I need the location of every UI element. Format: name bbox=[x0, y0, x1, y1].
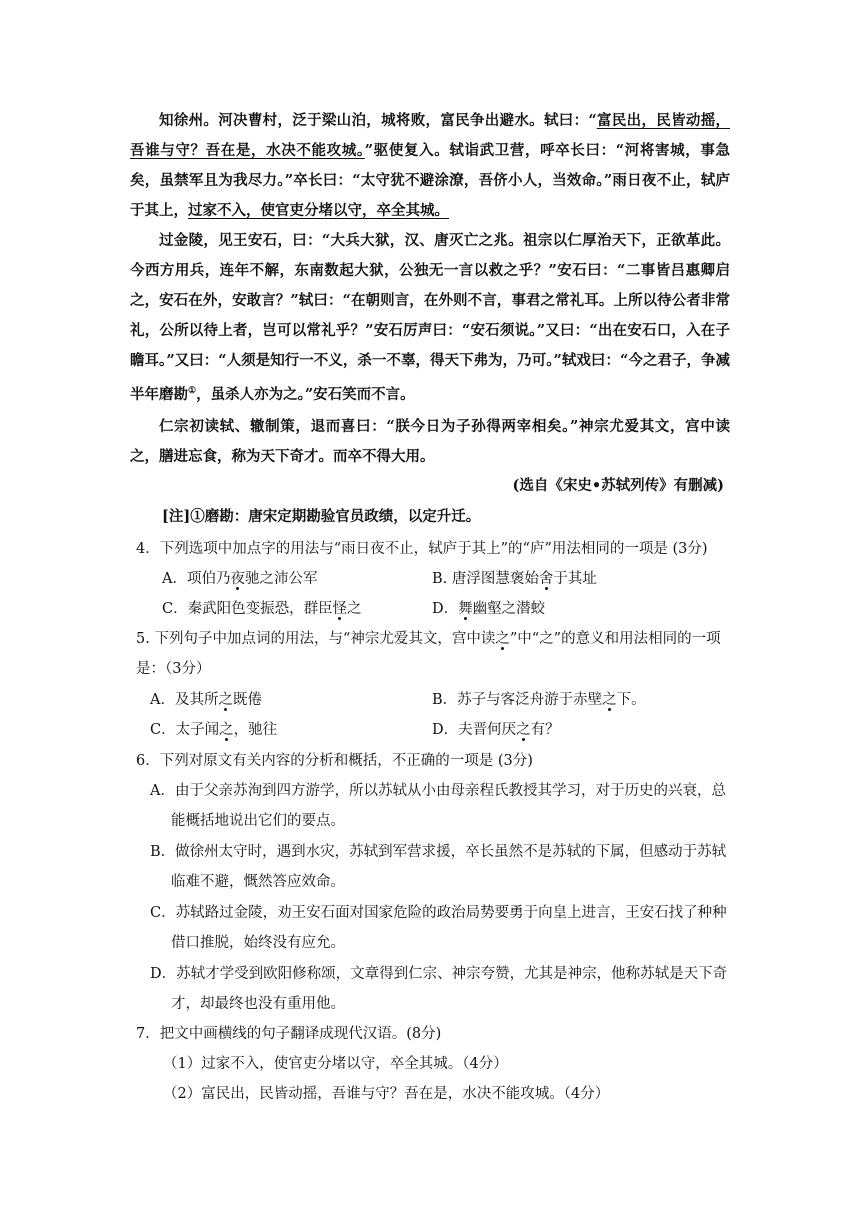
question-4-option-c[interactable]: C．秦武阳色变振恐，群臣怪之 bbox=[162, 601, 362, 617]
question-5-option-d[interactable]: D．夫晋何厌之有？ bbox=[432, 722, 560, 738]
question-6-stem: 6．下列对原文有关内容的分析和概括，不正确的一项是 (3分) bbox=[136, 753, 533, 769]
question-7-sentence-1: （1）过家不入，使官吏分堵以守，卒全其城。（4分） bbox=[163, 1056, 508, 1072]
paragraph-2-text-b: ，虽杀人亦为之。”安石笑而不言。 bbox=[196, 385, 415, 403]
dotted-char: 舞 bbox=[458, 601, 473, 617]
passage-paragraph-3: 仁宗初读轼、辙制策，退而喜曰：“朕今日为子孙得两宰相矣。”神宗尤爱其文，宫中读之，膳进忘食，称为天下奇才。而卒不得大用。 bbox=[130, 418, 730, 465]
question-6-option-b[interactable]: B．做徐州太守时，遇到水灾，苏轼到军营求援，卒长虽然不是苏轼的下属，但感动于苏轼临难不避，慨然答应效命。 bbox=[150, 844, 727, 890]
question-6-option-d[interactable]: D．苏轼才学受到欧阳修称颂，文章得到仁宗、神宗夸赞，尤其是神宗，他称苏轼是天下奇才，却最终也没有重用他。 bbox=[150, 966, 728, 1012]
passage-paragraph-1 bbox=[130, 106, 730, 226]
paragraph-2-text-a: 过金陵，见王安石，曰：“大兵大狱，汉、唐灭亡之兆。祖宗以仁厚治天下，正欲革此。今西方用兵，连年不解，东南数起大狱，公独无一言以救之乎？”安石曰：“二事皆吕惠卿启之，安石在外，安敢言？”轼曰：“在朝则言，在外则不言，事君之常礼耳。上所以待公者非常礼，公所以待上者，岂可以常礼乎？”安石厉声曰：“安石须说。”又曰：“出在安石口，入在子瞻耳。”又曰：“人须是知行一不义，杀一不辜，得天下弗为，乃可。”轼戏曰：“今之君子，争减半年磨勘 bbox=[130, 232, 730, 403]
question-5-option-b[interactable]: B．苏子与客泛舟游于赤壁之下。 bbox=[432, 692, 646, 708]
dotted-char: 之 bbox=[219, 722, 234, 738]
paragraph-1-text-b: ”驱使复入。轼诣武卫营，呼卒长曰：“河将害城，事急矣，虽禁军且为我尽力。”卒长曰：“太守犹不避涂潦，吾侪小人，当效命。”雨日夜不止，轼庐于其上， bbox=[130, 142, 730, 219]
passage-paragraph-2 bbox=[130, 226, 730, 410]
question-5-option-c[interactable]: C．太子闻之，驰往 bbox=[150, 722, 278, 738]
question-7-sentence-2: （2）富民出，民皆动摇，吾谁与守？吾在是，水决不能攻城。（4分） bbox=[163, 1086, 610, 1102]
question-5-option-a[interactable]: A．及其所之既倦 bbox=[150, 692, 262, 708]
dotted-char: 之 bbox=[495, 631, 510, 647]
question-4-stem: 4．下列选项中加点字的用法与“雨日夜不止，轼庐于其上”的“庐”用法相同的一项是 (3分) bbox=[136, 541, 708, 557]
footnote: [注]①磨勘：唐宋定期勘验官员政绩，以定升迁。 bbox=[162, 508, 481, 525]
dotted-char: 之 bbox=[218, 692, 233, 708]
underlined-sentence-2: 富民出，民皆动摇，吾谁与守？吾在是，水决不能攻城。 bbox=[130, 112, 730, 159]
question-6-option-c[interactable]: C．苏轼路过金陵，劝王安石面对国家危险的政治局势要勇于向皇上进言，王安石找了种种借口推脱，始终没有应允。 bbox=[150, 905, 727, 951]
underlined-sentence-1: 过家不入，使官吏分堵以守，卒全其城。 bbox=[188, 202, 449, 219]
question-4-option-a[interactable]: A．项伯乃夜驰之沛公军 bbox=[162, 571, 318, 587]
footnote-marker: ① bbox=[188, 386, 197, 396]
dotted-char: 之 bbox=[602, 692, 617, 708]
paragraph-1-text-a: 知徐州。河决曹村，泛于梁山泊，城将败，富民争出避水。轼曰：“ bbox=[159, 112, 597, 129]
dotted-char: 怪 bbox=[332, 601, 348, 617]
question-4-option-d[interactable]: D．舞幽壑之潜蛟 bbox=[432, 601, 546, 617]
dotted-char: 之 bbox=[516, 722, 531, 738]
question-5-stem: 5. 下列句子中加点词的用法，与“神宗尤爱其文，宫中读之”中“之”的意义和用法相同的一项是：（3分） bbox=[136, 631, 721, 677]
source-citation: (选自《宋史•苏轼列传》有删减) bbox=[512, 477, 724, 494]
question-6-option-a[interactable]: A．由于父亲苏洵到四方游学，所以苏轼从小由母亲程氏教授其学习，对于历史的兴衰，总能概括地说出它们的要点。 bbox=[150, 783, 726, 829]
question-4-option-b[interactable]: B. 唐浮图慧褒始舍于其址 bbox=[432, 571, 597, 587]
dotted-char: 舍 bbox=[538, 571, 554, 587]
question-7-stem: 7．把文中画横线的句子翻译成现代汉语。(8分) bbox=[136, 1026, 442, 1042]
dotted-char: 夜 bbox=[230, 571, 245, 587]
